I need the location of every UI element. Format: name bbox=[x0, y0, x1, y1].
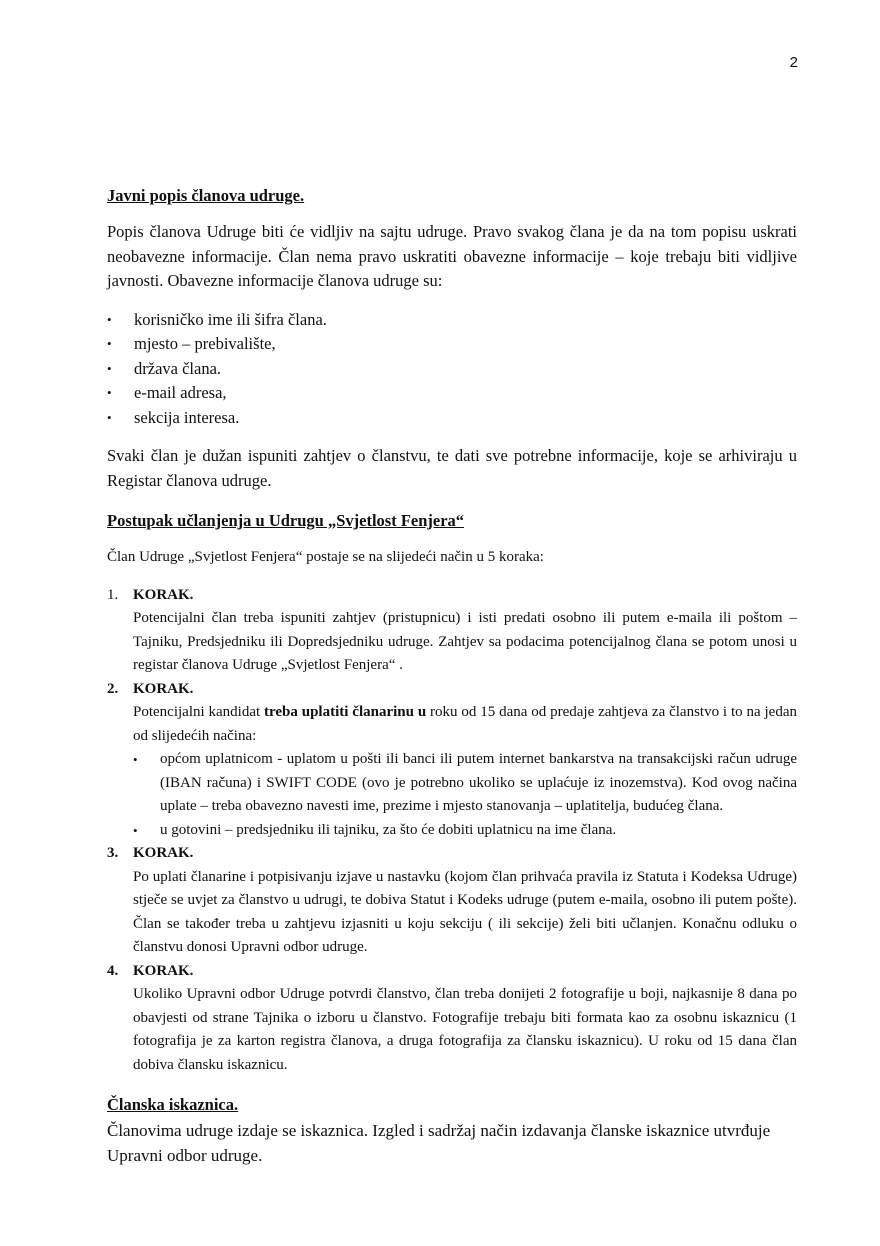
step-title: KORAK. bbox=[133, 586, 194, 603]
steps-list bbox=[107, 584, 797, 1078]
step-4 bbox=[107, 960, 797, 1078]
step-text: Po uplati članarine i potpisivanju izjave u nastavku (kojom član prihvaća pravila iz Statuta i Kodeksa Udruge) stječe se uvjet za članstvo u udrugi, te dobiva Statut i Kodeks udruge (putem e-maila, osobno ili putem pošte). Član se također treba u zahtjevu izjasniti u koju sekciju ( ili sekcije) želi biti učlanjen. Konačnu odluku o članstvu donosi Upravni odbor udruge. bbox=[133, 868, 797, 955]
step-text-bold: treba uplatiti članarinu u bbox=[264, 704, 427, 720]
page-number: 2 bbox=[789, 54, 798, 71]
paragraph-public-list: Popis članova Udruge biti će vidljiv na sajtu udruge. Pravo svakog člana je da na tom popisu uskrati neobavezne informacije. Član nema pravo uskratiti obavezne informacije – koje trebaju biti vidljive javnosti. Obavezne informacije članova udruge su: bbox=[107, 222, 797, 290]
step-number: 4. bbox=[107, 962, 119, 979]
paragraph-membership-request: Svaki član je dužan ispuniti zahtjev o članstvu, te dati sve potrebne informacije, koje se arhiviraju u Registar članova udruge. bbox=[107, 446, 797, 490]
step-2 bbox=[107, 678, 797, 843]
required-info-list bbox=[107, 308, 797, 431]
step-1 bbox=[107, 584, 797, 678]
step-text bbox=[133, 701, 797, 748]
step-number: 1. bbox=[107, 586, 119, 603]
list-item: • država člana. bbox=[107, 357, 797, 382]
step-text: Ukoliko Upravni odbor Udruge potvrdi članstvo, član treba donijeti 2 fotografije u boji, najkasnije 8 dana po obavjesti od strane Tajnika o izboru u članstvo. Fotografije trebaju biti formata kao za osobnu iskaznicu (1 fotografija je za karton registra članova, a druga fotografija za člansku iskaznicu). U roku od 15 dana član dobiva člansku iskaznicu. bbox=[133, 986, 797, 1073]
step-title: KORAK. bbox=[133, 680, 194, 697]
list-item: • općom uplatnicom - uplatom u pošti ili banci ili putem internet bankarstva na transakcijski račun udruge (IBAN računa) i SWIFT CODE (ovo je potrebno ukoliko se uplaćuje iz inozemstva). Kod ovog načina uplate – treba obavezno navesti ime, prezime i mjesto stanovanja – uplatitelja, budućeg člana. bbox=[133, 748, 797, 819]
step-title: KORAK. bbox=[133, 962, 194, 979]
step-text: Potencijalni član treba ispuniti zahtjev (pristupnicu) i isti predati osobno ili putem e-maila ili poštom – Tajniku, Predsjedniku ili Dopredsjedniku udruge. Zahtjev sa podacima potencijalnog člana se potom unosi u registar članova Udruge „Svjetlost Fenjera“ . bbox=[133, 610, 797, 673]
step-text-part: roku od 15 dana od predaje zahtjeva za članstvo i to na jedan od slijedećih načina: bbox=[133, 704, 797, 744]
section-heading-membership-procedure: Postupak učlanjenja u Udrugu „Svjetlost Fenjera“ bbox=[107, 511, 465, 530]
section-heading-membership-card: Članska iskaznica. bbox=[107, 1095, 239, 1114]
step-title: KORAK. bbox=[133, 845, 194, 861]
step-number: 2. bbox=[107, 680, 119, 697]
paragraph-procedure-intro: Član Udruge „Svjetlost Fenjera“ postaje se na slijedeći način u 5 koraka: bbox=[107, 549, 544, 565]
step-text-part: Potencijalni kandidat bbox=[133, 704, 265, 720]
step-number: 3. bbox=[107, 845, 119, 861]
payment-methods-list bbox=[133, 748, 797, 842]
document-body bbox=[107, 186, 797, 1168]
section-heading-public-list: Javni popis članova udruge. bbox=[107, 186, 305, 205]
list-item: • u gotovini – predsjedniku ili tajniku, za što će dobiti uplatnicu na ime člana. bbox=[133, 819, 797, 843]
list-item: • korisničko ime ili šifra člana. bbox=[107, 308, 797, 333]
step-3 bbox=[107, 842, 797, 960]
list-item: • mjesto – prebivalište, bbox=[107, 332, 797, 357]
list-item: • sekcija interesa. bbox=[107, 406, 797, 431]
paragraph-membership-card: Članovima udruge izdaje se iskaznica. Izgled i sadržaj način izdavanja članske iskaznice utvrđuje Upravni odbor udruge. bbox=[107, 1121, 771, 1165]
list-item: • e-mail adresa, bbox=[107, 381, 797, 406]
